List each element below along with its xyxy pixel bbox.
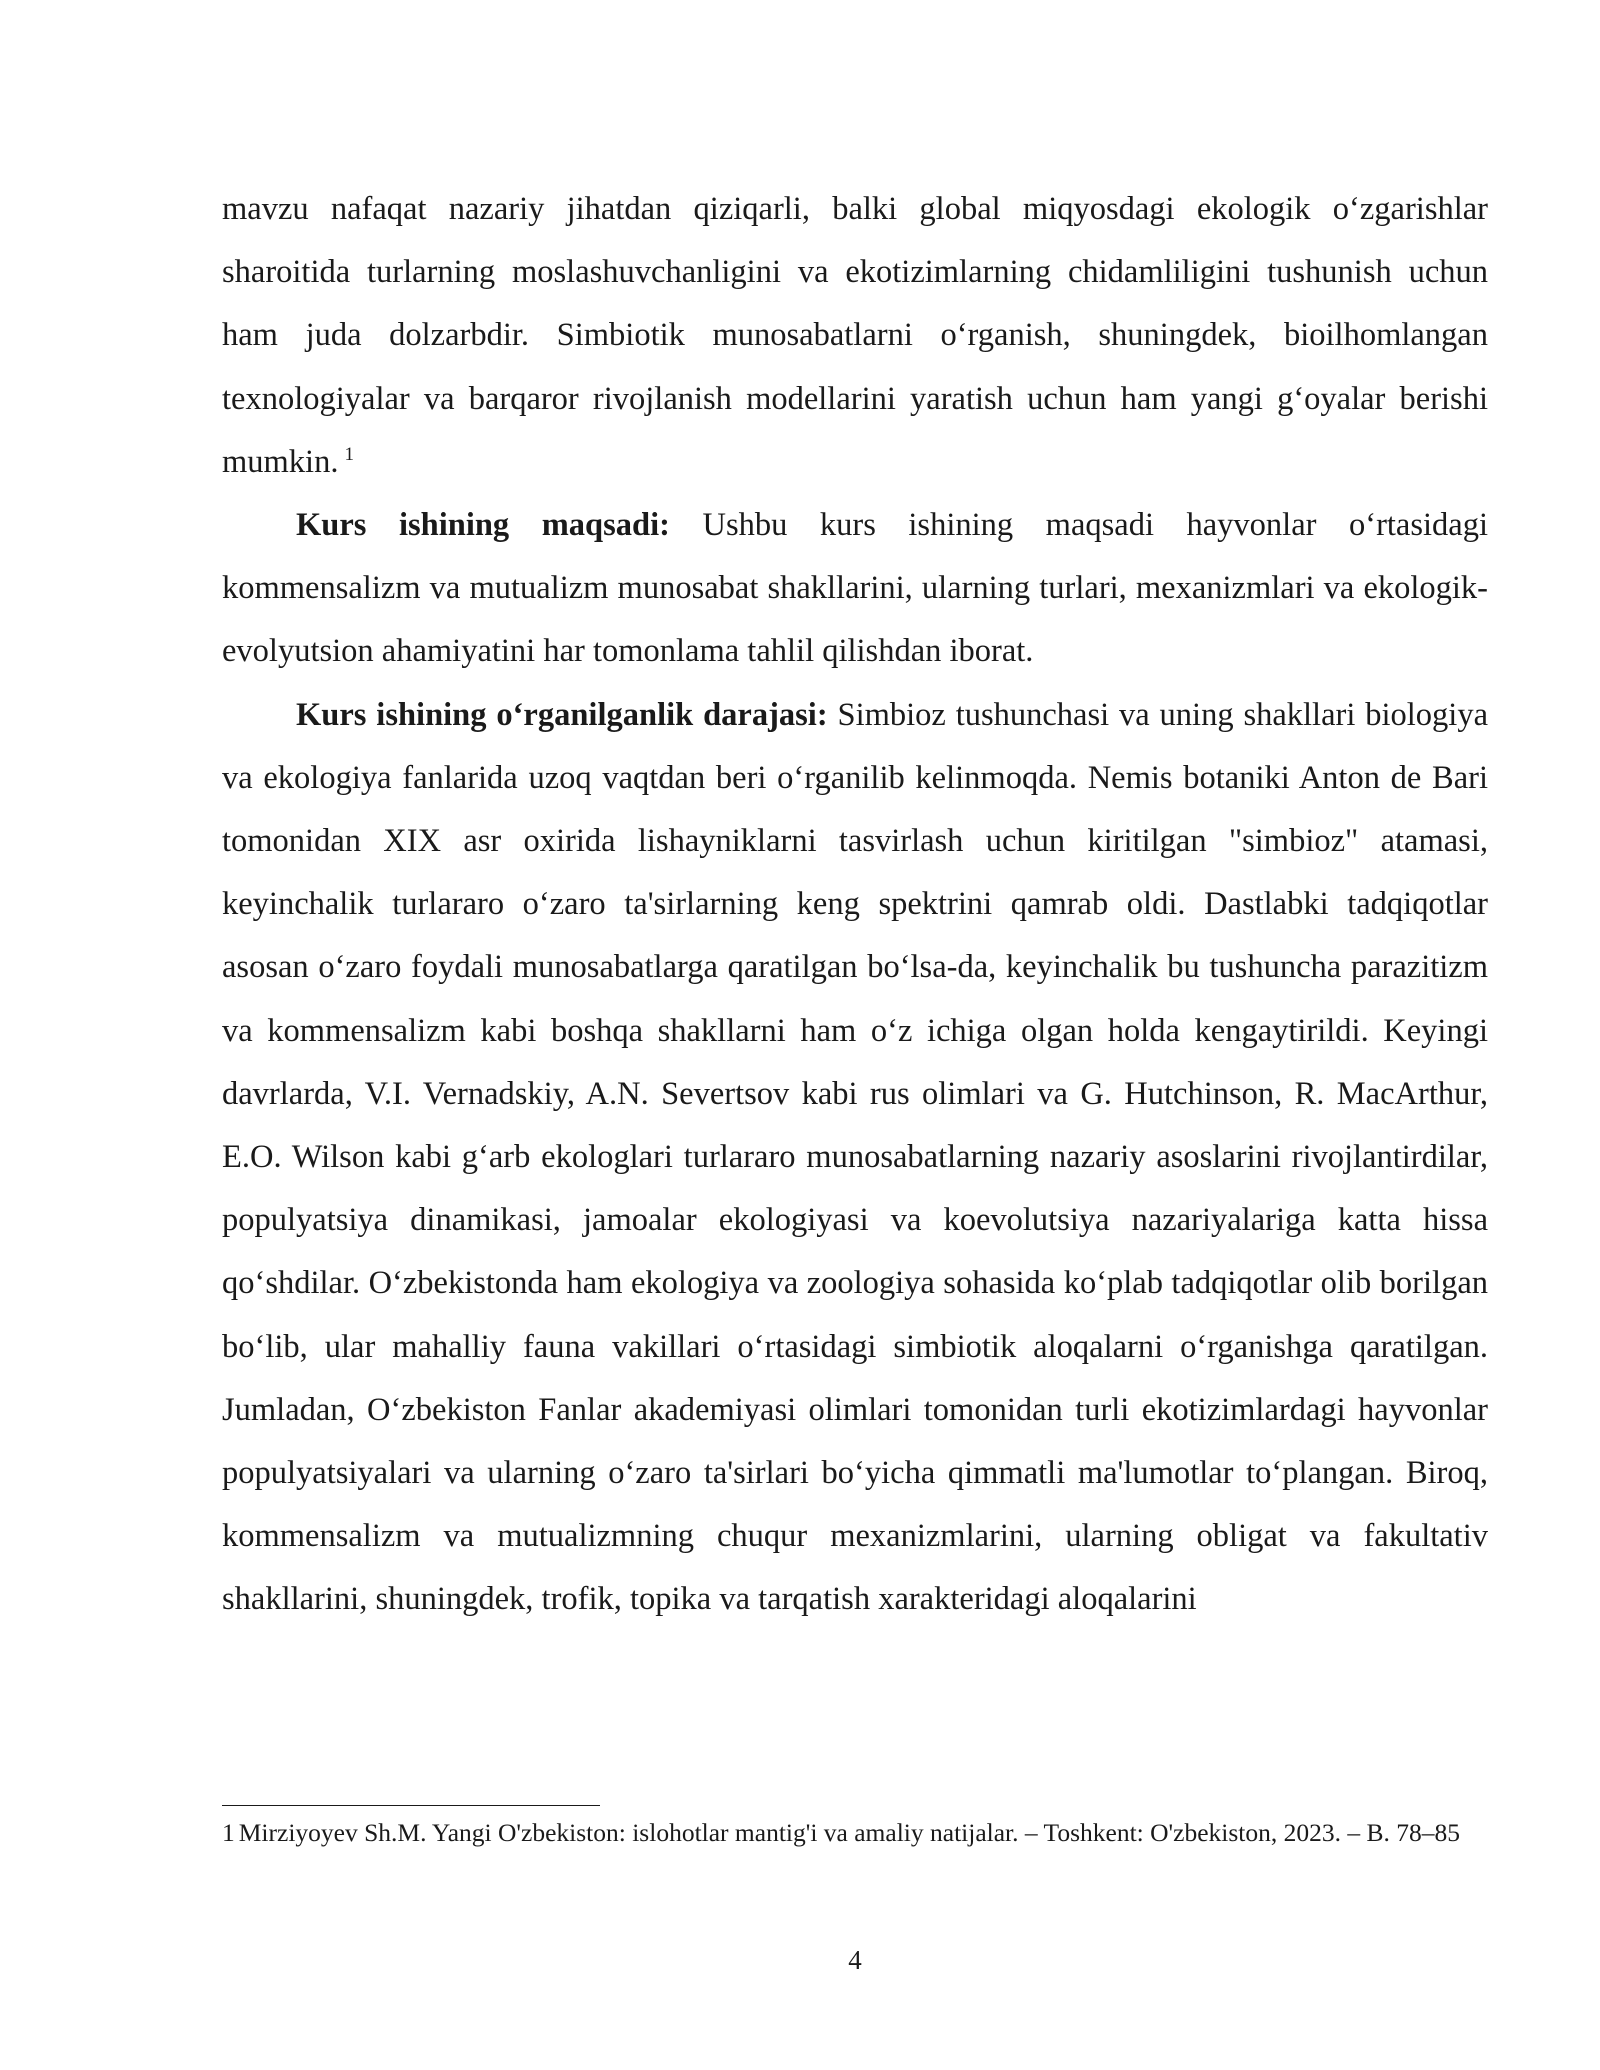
section-lead-heading: Kurs ishining maqsadi:	[296, 507, 670, 544]
footnote-separator	[222, 1805, 600, 1806]
body-text	[222, 178, 1488, 1632]
paragraph-text: Ushbu kurs ishining maqsadi hayvonlar o‘rtasidagi kommensalizm va mutualizm munosabat shakllarini, ularning turlari, mexanizmlari va ekologik-evolyutsion ahamiyatini har tomonlama tahlil qilishdan iborat.	[222, 507, 1488, 670]
paragraph-intro-continuation	[222, 178, 1488, 494]
footnote-number: 1	[222, 1818, 235, 1847]
paragraph-study-level	[222, 684, 1488, 1632]
section-lead-heading: Kurs ishining o‘rganilganlik darajasi:	[296, 696, 828, 733]
footnote-reference[interactable]: 1	[344, 443, 354, 465]
footnote	[222, 1815, 1488, 1850]
paragraph-text: Simbioz tushunchasi va uning shakllari biologiya va ekologiya fanlarida uzoq vaqtdan beri o‘rganilib kelinmoqda. Nemis botaniki Anton de Bari tomonidan XIX asr oxirida lishayniklarni tasvirlash uchun kiritilgan "simbioz" atamasi, keyinchalik turlararo o‘zaro ta'sirlarning keng spektrini qamrab oldi. Dastlabki tadqiqotlar asosan o‘zaro foydali munosabatlarga qaratilgan bo‘lsa-da, keyinchalik bu tushuncha parazitizm va kommensalizm kabi boshqa shakllarni ham o‘z ichiga olgan holda kengaytirildi. Keyingi davrlarda, V.I. Vernadskiy, A.N. Severtsov kabi rus olimlari va G. Hutchinson, R. MacArthur, E.O. Wilson kabi g‘arb ekologlari turlararo munosabatlarning nazariy asoslarini rivojlantirdilar, populyatsiya dinamikasi, jamoalar ekologiyasi va koevolutsiya nazariyalariga katta hissa qo‘shdilar. O‘zbekistonda ham ekologiya va zoologiya sohasida ko‘plab tadqiqotlar olib borilgan bo‘lib, ular mahalliy fauna vakillari o‘rtasidagi simbiotik aloqalarni o‘rganishga qaratilgan. Jumladan, O‘zbekiston Fanlar akademiyasi olimlari tomonidan turli ekotizimlardagi hayvonlar populyatsiyalari va ularning o‘zaro ta'sirlari bo‘yicha qimmatli ma'lumotlar to‘plangan. Biroq, kommensalizm va mutualizmning chuqur mexanizmlarini, ularning obligat va fakultativ shakllarini, shuningdek, trofik, topika va tarqatish xarakteridagi aloqalarini	[222, 696, 1488, 1618]
footnote-text: Mirziyoyev Sh.M. Yangi O'zbekiston: islohotlar mantig'i va amaliy natijalar. – Toshkent: O'zbekiston, 2023. – B. 78–85	[238, 1818, 1460, 1847]
page-number: 4	[848, 1945, 862, 1975]
paragraph-course-goal	[222, 494, 1488, 684]
paragraph-text: mavzu nafaqat nazariy jihatdan qiziqarli, balki global miqyosdagi ekologik o‘zgarishlar sharoitida turlarning moslashuvchanligini va ekotizimlarning chidamliligini tushunish uchun ham juda dolzarbdir. Simbiotik munosabatlarni o‘rganish, shuningdek, bioilhomlangan texnologiyalar va barqaror rivojlanish modellarini yaratish uchun ham yangi g‘oyalar berishi mumkin.	[222, 191, 1488, 480]
